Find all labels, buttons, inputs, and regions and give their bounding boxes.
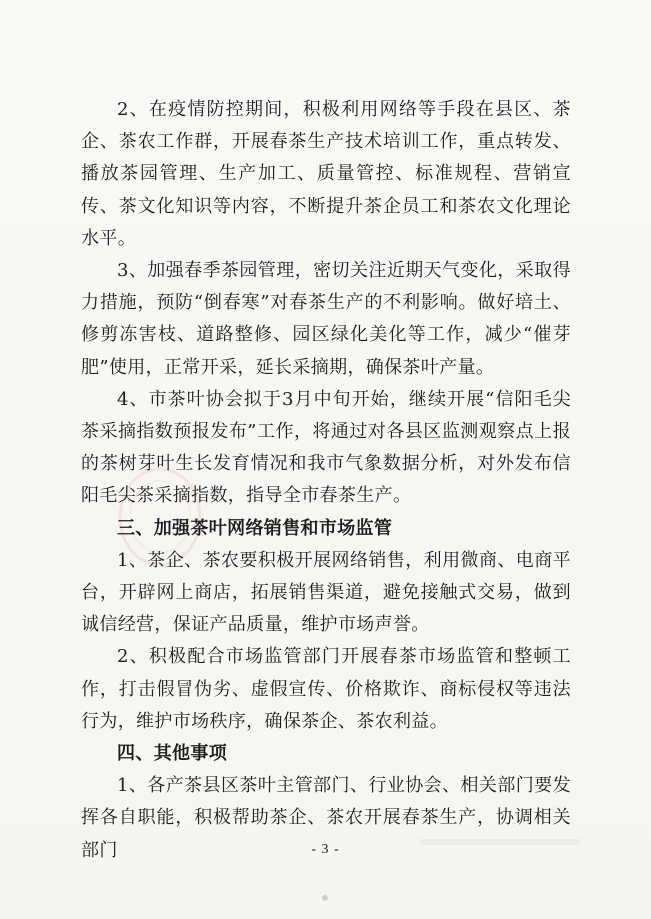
section-heading-4: 四、其他事项 — [117, 743, 228, 765]
paragraph-item-3: 3、加强春季茶园管理，密切关注近期天气变化，采取得力措施，预防“倒春寒”对春茶生产的不利影响。做好培土、修剪冻害枝、道路整修、园区绿化美化等工作，减少“催芽肥”使用，正常开采，延长采摘期，确保茶叶产量。 — [81, 260, 571, 378]
paragraph-section3-item-1: 1、茶企、茶农要积极开展网络销售，利用微商、电商平台，开辟网上商店，拓展销售渠道，避免接触式交易，做到诚信经营，保证产品质量，维护市场声誉。 — [81, 549, 571, 636]
section-heading-3: 三、加强茶叶网络销售和市场监管 — [117, 517, 393, 539]
paragraph-section3-item-2: 2、积极配合市场监管部门开展春茶市场监管和整顿工作，打击假冒伪劣、虚假宣传、价格欺诈、商标侵权等违法行为，维护市场秩序，确保茶企、茶农利益。 — [81, 646, 571, 732]
paragraph-item-4: 4、市茶叶协会拟于3月中旬开始，继续开展“信阳毛尖茶采摘指数预报发布”工作，将通过对各县区监测观察点上报的茶树芽叶生长发育情况和我市气象数据分析，对外发布信阳毛尖茶采摘指数，指导全市春茶生产。 — [81, 388, 571, 507]
paragraph-section4-item-1: 1、各产茶县区茶叶主管部门、行业协会、相关部门要发挥各自职能，积极帮助茶企、茶农开展春茶生产，协调相关部门 — [81, 775, 571, 861]
page-number: - 3 - — [311, 842, 340, 857]
paper-speck — [322, 895, 328, 901]
document-body — [81, 94, 571, 867]
paragraph-item-2: 2、在疫情防控期间，积极利用网络等手段在县区、茶企、茶农工作群，开展春茶生产技术培训工作，重点转发、播放茶园管理、生产加工、质量管控、标准规程、营销宣传、茶文化知识等内容，不断提升茶企员工和茶农文化理论水平。 — [81, 99, 571, 249]
